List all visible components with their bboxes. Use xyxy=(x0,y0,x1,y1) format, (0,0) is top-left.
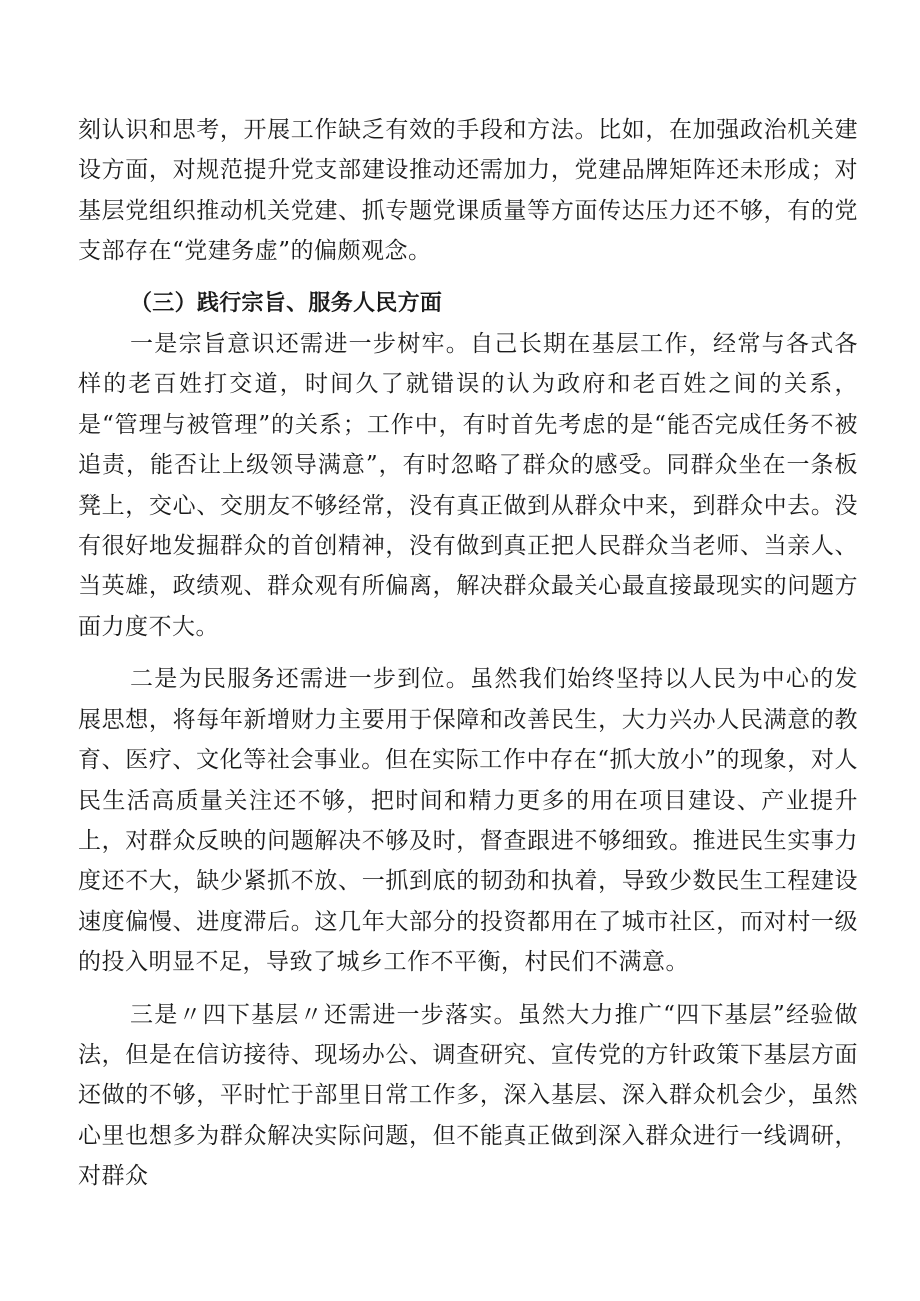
paragraph-continued: 刻认识和思考，开展工作缺乏有效的手段和方法。比如，在加强政治机关建设方面，对规范提升党支部建设推动还需加力，党建品牌矩阵还未形成；对基层党组织推动机关党建、抓专题党课质量等方面传达压力还不够，有的党支部存在“党建务虚”的偏颇观念。 xyxy=(78,117,858,265)
spacer xyxy=(78,647,858,659)
paragraph-purpose-awareness: 一是宗旨意识还需进一步树牢。自己长期在基层工作，经常与各式各样的老百姓打交道，时间久了就错误的认为政府和老百姓之间的关系，是“管理与被管理”的关系；工作中，有时首先考虑的是“能否完成任务不被追责，能否让上级领导满意”，有时忽略了群众的感受。同群众坐在一条板凳上，交心、交朋友不够经常，没有真正做到从群众中来，到群众中去。没有很好地发掘群众的首创精神，没有做到真正把人民群众当老师、当亲人、当英雄，政绩观、群众观有所偏离，解决群众最关心最直接最现实的问题方面力度不大。 xyxy=(78,331,858,640)
paragraph-serving-people: 二是为民服务还需进一步到位。虽然我们始终坚持以人民为中心的发展思想，将每年新增财力主要用于保障和改善民生，大力兴办人民满意的教育、医疗、文化等社会事业。但在实际工作中存在“抓大放小”的现象，对人民生活高质量关注还不够，把时间和精力更多的用在项目建设、产业提升上，对群众反映的问题解决不够及时，督查跟进不够细致。推进民生实事力度还不大，缺少紧抓不放、一抓到底的韧劲和执着，导致少数民生工程建设速度偏慢、进度滞后。这几年大部分的投资都用在了城市社区，而对村一级的投入明显不足，导致了城乡工作不平衡，村民们不满意。 xyxy=(78,666,858,976)
section-heading: （三）践行宗旨、服务人民方面 xyxy=(130,290,443,316)
paragraph-grassroots: 三是〃四下基层〃还需进一步落实。虽然大力推广“四下基层”经验做法，但是在信访接待、现场办公、调查研究、宣传党的方针政策下基层方面还做的不够，平时忙于部里日常工作多，深入基层、深入群众机会少，虽然心里也想多为群众解决实际问题，但不能真正做到深入群众进行一线调研，对群众 xyxy=(78,1001,858,1190)
spacer xyxy=(78,272,858,284)
spacer xyxy=(78,983,858,995)
document-body xyxy=(78,110,858,1197)
